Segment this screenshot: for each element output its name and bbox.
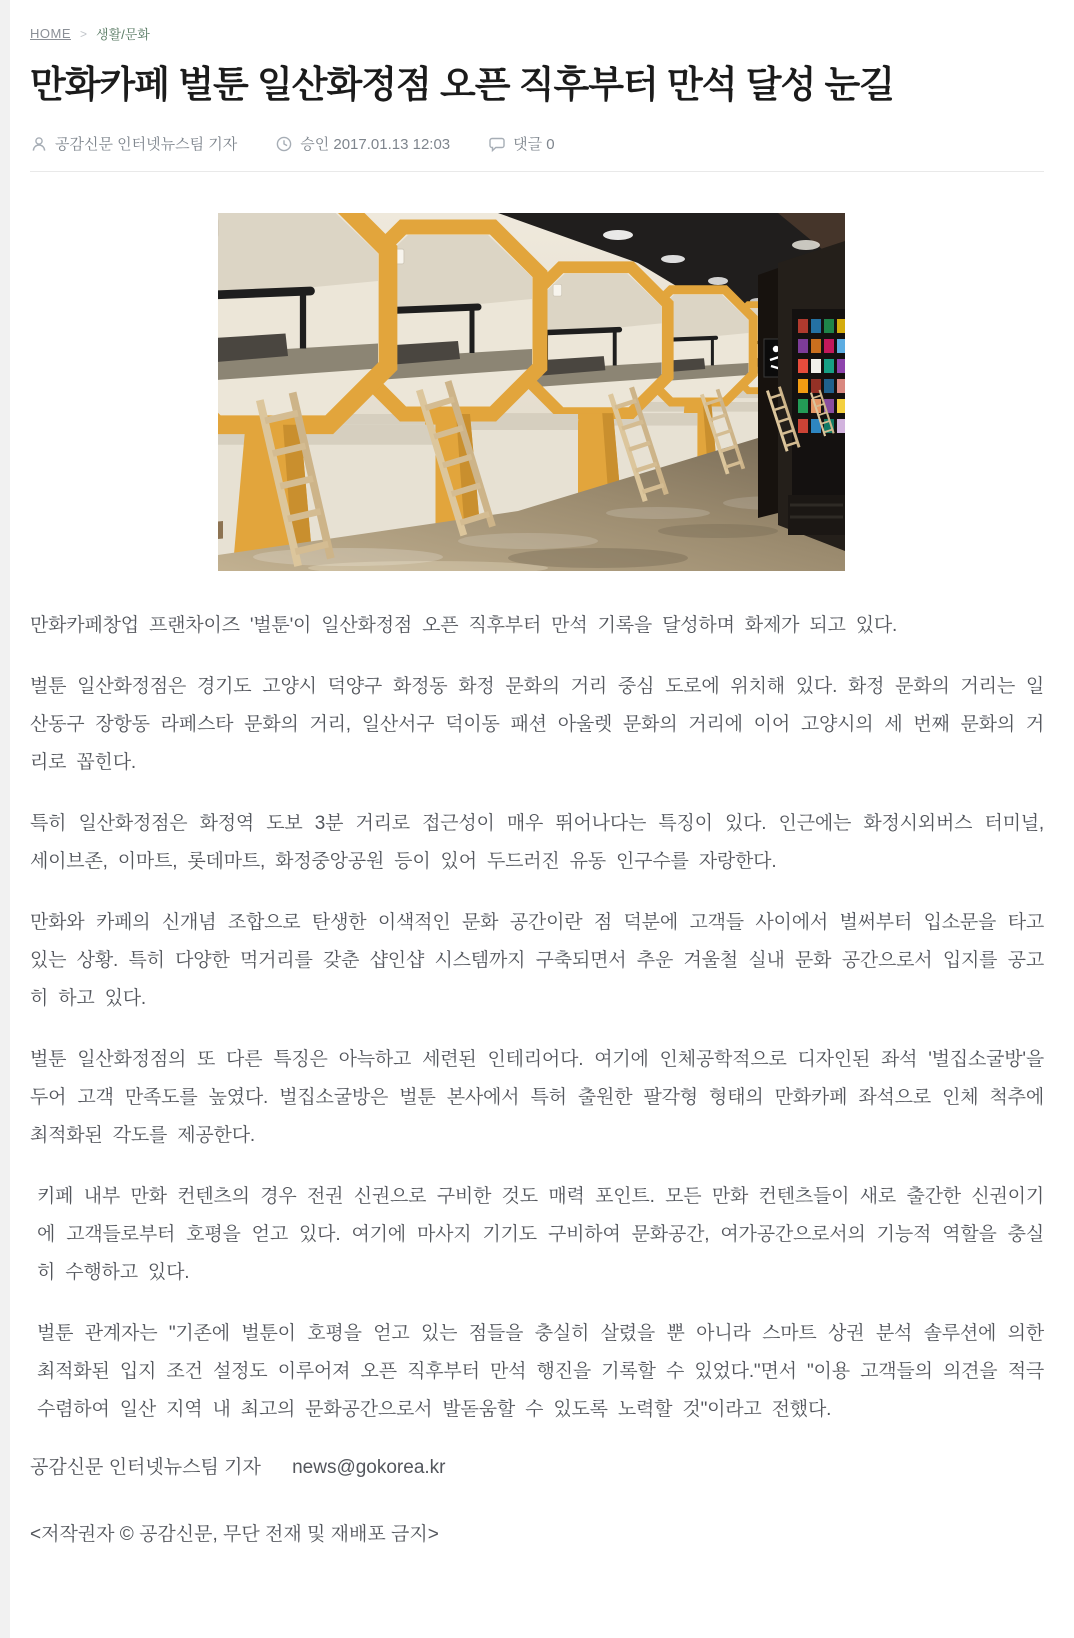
- breadcrumb-category-link[interactable]: 생활/문화: [96, 27, 150, 42]
- article-photo: [218, 213, 845, 571]
- page-title: 만화카페 벌툰 일산화정점 오픈 직후부터 만석 달성 눈길: [30, 64, 895, 105]
- page-left-edge: [0, 0, 10, 1638]
- person-icon: [30, 135, 48, 153]
- byline-author: [30, 133, 237, 154]
- clock-icon: [275, 135, 293, 153]
- article-paragraph: 만화와 카페의 신개념 조합으로 탄생한 이색적인 문화 공간이란 점 덕분에 고객들 사이에서 벌써부터 입소문을 타고 있는 상황. 특히 다양한 먹거리를 갖춘 샵인샵 시스템까지 구축되면서 추운 겨울철 실내 문화 공간으로서 입지를 공고히 하고 있다.: [30, 912, 1044, 1009]
- article-paragraph: 특히 일산화정점은 화정역 도보 3분 거리로 접근성이 매우 뛰어나다는 특징이 있다. 인근에는 화정시외버스 터미널, 세이브존, 이마트, 롯데마트, 화정중앙공원 등이 있어 두드러진 유동 인구수를 자랑한다.: [30, 813, 1044, 872]
- byline-comments: [488, 133, 555, 154]
- header-divider: [30, 171, 1044, 172]
- article-body: [30, 607, 1044, 1546]
- article-paragraph: 벌툰 일산화정점의 또 다른 특징은 아늑하고 세련된 인테리어다. 여기에 인체공학적으로 디자인된 좌석 '벌집소굴방'을 두어 고객 만족도를 높였다. 벌집소굴방은 벌툰 본사에서 특허 출원한 팔각형 형태의 만화카페 좌석으로 인체 척추에 최적화된 각도를 제공한다.: [30, 1049, 1044, 1146]
- copyright-notice: <저작권자 © 공감신문, 무단 전재 및 재배포 금지>: [30, 1524, 439, 1545]
- comment-bubble-icon: [488, 135, 506, 153]
- breadcrumb-separator-icon: >: [80, 26, 88, 41]
- article-paragraph: 키페 내부 만화 컨텐츠의 경우 전권 신권으로 구비한 것도 매력 포인트. 모든 만화 컨텐츠들이 새로 출간한 신권이기에 고객들로부터 호평을 얻고 있다. 여기에 마사지 기기도 구비하여 문화공간, 여가공간으로서의 기능적 역할을 충실히 수행하고 있다.: [37, 1186, 1044, 1283]
- article-paragraph: 벌툰 관계자는 "기존에 벌툰이 호평을 얻고 있는 점들을 충실히 살렸을 뿐 아니라 스마트 상권 분석 솔루션에 의한 최적화된 입지 조건 설정도 이루어져 오픈 직후부터 만석 행진을 기록할 수 있었다."면서 "이용 고객들의 의견을 적극 수렴하여 일산 지역 내 최고의 문화공간으로서 발돋움할 수 있도록 노력할 것"이라고 전했다.: [37, 1323, 1044, 1420]
- byline: [30, 133, 1044, 154]
- byline-comments-label[interactable]: 댓글 0: [513, 136, 555, 153]
- byline-published: [275, 133, 450, 154]
- reporter-name: 공감신문 인터넷뉴스팀 기자: [30, 1457, 261, 1478]
- reporter-line: [30, 1452, 1044, 1479]
- breadcrumb-home-link[interactable]: HOME: [30, 26, 71, 41]
- article-paragraph: 만화카페창업 프랜차이즈 '벌툰'이 일산화정점 오픈 직후부터 만석 기록을 달성하며 화제가 되고 있다.: [30, 615, 898, 636]
- byline-published-label: 승인 2017.01.13 12:03: [300, 136, 451, 153]
- breadcrumb: [30, 0, 1044, 43]
- reporter-email-link[interactable]: news@gokorea.kr: [292, 1457, 446, 1478]
- byline-author-label: 공감신문 인터넷뉴스팀 기자: [55, 136, 238, 153]
- article-paragraph: 벌툰 일산화정점은 경기도 고양시 덕양구 화정동 화정 문화의 거리 중심 도로에 위치해 있다. 화정 문화의 거리는 일산동구 장항동 라페스타 문화의 거리, 일산서구 덕이동 패션 아울렛 문화의 거리에 이어 고양시의 세 번째 문화의 거리로 꼽힌다.: [30, 676, 1044, 773]
